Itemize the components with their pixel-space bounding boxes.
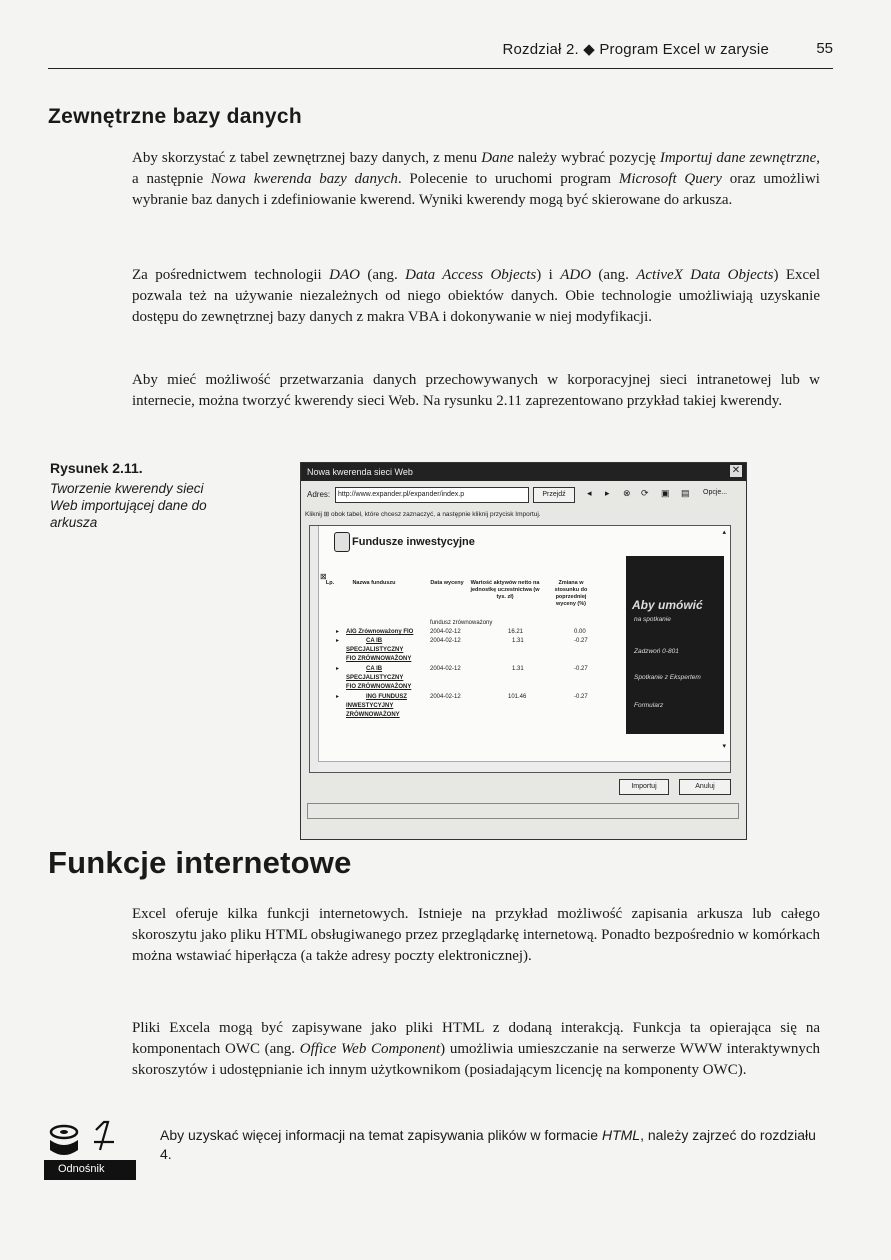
section-heading-external-db: Zewnętrzne bazy danych (48, 105, 302, 128)
table-row: ▸ ING FUNDUSZ 2004-02-12 101.46 -0.27 (336, 694, 588, 700)
options-button: Opcje... (703, 489, 728, 496)
ad-line: Spotkanie z Ekspertem (634, 674, 701, 681)
fund-page-icon (334, 532, 350, 552)
cancel-button: Anuluj (679, 779, 731, 795)
horizontal-scrollbar (318, 761, 730, 772)
table-row: ▸ CA IB 2004-02-12 1.31 -0.27 (336, 666, 588, 672)
paragraph-owc: Pliki Excela mogą być zapisywane jako pliki HTML z dodaną interakcją. Funkcja ta opierająca się na komponentach OWC (ang. Office Web Component) umożliwia umieszczanie na serwerze WWW interaktywnych skoroszytów i udostępnianie ich innym użytkownikom (posiadającym licencję na komponenty OWC). (132, 1020, 820, 1078)
dialog-title: Nowa kwerenda sieci Web (307, 467, 413, 477)
stop-icon: ⊗ (623, 488, 631, 498)
table-row: ▸ AIG Zrównoważony FIO 2004-02-12 16.21 0.00 (336, 629, 586, 635)
ad-line: Formularz (634, 702, 664, 709)
ad-line: Zadzwoń 0-801 (634, 648, 679, 655)
paragraph-external-db-1: Aby skorzystać z tabel zewnętrznej bazy danych, z menu Dane należy wybrać pozycję Importuj dane zewnętrzne, a następnie Nowa kwerenda bazy danych. Polecenie to uruchomi program Microsoft Query oraz umożliwi wybranie baz danych i zdefiniowanie kwerend. Wyniki kwerendy mogą być skierowane do arkusza. (132, 150, 820, 208)
paragraph-dao-ado: Za pośrednictwem technologii DAO (ang. Data Access Objects) i ADO (ang. ActiveX Data Objects) Excel pozwala też na używanie niezależnych od niego obiektów danych. Obie technologie umożliwiają uzyskanie dostępu do zewnętrznej bazy danych z makra VBA i dokonywanie w niej modyfikacji. (132, 267, 820, 325)
ad-banner (626, 556, 724, 734)
table-row: INWESTYCYJNY (346, 703, 394, 709)
table-row: ▸ CA IB 2004-02-12 1.31 -0.27 (336, 638, 588, 644)
table-select-icon: ⊠ (320, 572, 327, 581)
forward-icon: ▸ (605, 488, 610, 498)
figure-caption: Tworzenie kwerendy sieci Web importującej dane do arkusza (50, 481, 207, 530)
figure-screenshot (300, 462, 747, 840)
reference-note-icon (44, 1120, 136, 1180)
column-header: Zmiana w stosunku do poprzedniej wyceny (%) (554, 580, 588, 607)
status-bar (307, 803, 739, 819)
left-frame (310, 526, 319, 772)
paragraph-web-query: Aby mieć możliwość przetwarzania danych przechowywanych w korporacyjnej sieci intranetowej lub w internecie, można tworzyć kwerendy sieci Web. Na rysunku 2.11 zaprezentowano przykład takiej kwerendy. (132, 372, 820, 409)
table-row: ZRÓWNOWAŻONY (346, 712, 400, 718)
save-query-icon: ▤ (681, 488, 690, 498)
address-row (305, 487, 741, 503)
hide-icons-icon: ▣ (661, 488, 670, 498)
group-label: fundusz zrównoważony (430, 620, 493, 626)
reference-note: Aby uzyskać więcej informacji na temat zapisywania plików w formacie HTML, należy zajrzeć do rozdziału 4. (160, 1127, 816, 1162)
ad-line: na spotkanie (634, 616, 671, 623)
web-page-title: Fundusze inwestycyjne (352, 536, 475, 548)
scroll-down-icon: ▾ (722, 743, 726, 750)
table-row: FIO ZRÓWNOWAŻONY (346, 684, 412, 690)
info-row: Kliknij ⊞ obok tabel, które chcesz zaznaczyć, a następnie kliknij przycisk Importuj. (305, 511, 541, 518)
column-header: Lp. (325, 580, 335, 586)
running-header-title: Rozdział 2. ◆ Program Excel w zarysie (502, 41, 769, 58)
reference-icon-label: Odnośnik (58, 1163, 105, 1175)
table-row: SPECJALISTYCZNY (346, 675, 404, 681)
scroll-up-icon: ▴ (722, 529, 726, 536)
column-header: Nazwa funduszu (352, 580, 396, 586)
go-button: Przejdź (533, 487, 575, 503)
ad-title: Aby umówić (632, 598, 703, 612)
close-icon: ✕ (731, 465, 741, 476)
address-field: http://www.expander.pl/expander/index.p (335, 487, 529, 503)
web-preview (309, 525, 731, 773)
running-header (48, 38, 833, 69)
import-button: Importuj (619, 779, 669, 795)
table-row: FIO ZRÓWNOWAŻONY (346, 656, 412, 662)
back-icon: ◂ (587, 488, 592, 498)
address-label: Adres: (307, 490, 331, 499)
refresh-icon: ⟳ (641, 488, 649, 498)
table-row: SPECJALISTYCZNY (346, 647, 404, 653)
page-number: 55 (816, 40, 833, 57)
section-heading-internet-functions: Funkcje internetowe (48, 845, 352, 880)
column-header: Data wyceny (430, 580, 464, 586)
paragraph-internet-functions: Excel oferuje kilka funkcji internetowych. Istnieje na przykład możliwość zapisania arkusza lub całego skoroszytu jako pliku HTML obsługiwanego przez przeglądarkę internetową. Ponadto bezpośrednio w komórkach można wstawiać hiperłącza (a także adresy poczty elektronicznej). (132, 906, 820, 964)
column-header: Wartość aktywów netto na jednostkę uczestnictwa (w tys. zł) (470, 580, 540, 600)
figure-number: Rysunek 2.11. (50, 460, 143, 476)
dialog-titlebar (301, 463, 746, 481)
